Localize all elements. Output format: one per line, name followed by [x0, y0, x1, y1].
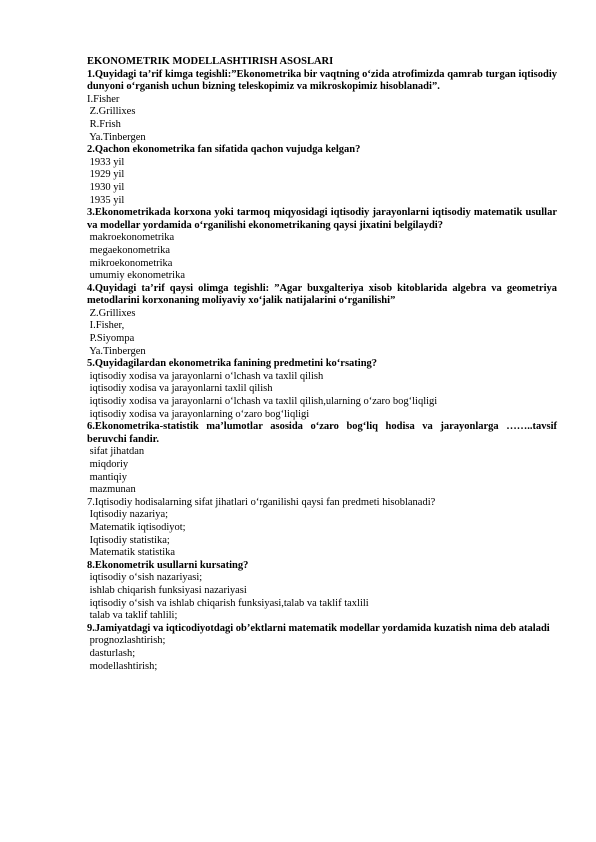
answer-option: iqtisodiy o‘sish va ishlab chiqarish funksiyasi,talab va taklif taxlili — [87, 597, 369, 609]
document-page — [87, 56, 557, 673]
answer-option: umumiy ekonometrika — [87, 270, 185, 282]
answer-option: iqtisodiy xodisa va jarayonlarni o‘lchash va taxlil qilish — [87, 370, 324, 382]
question-block — [87, 497, 557, 560]
question-text: 8.Ekonometrik usullarni kursating? — [87, 559, 249, 571]
answer-option: Matematik iqtisodiyot; — [87, 521, 186, 533]
answer-option: 1929 yil — [87, 169, 125, 181]
answer-option: mazmunan — [87, 484, 136, 496]
question-block — [87, 358, 557, 421]
answer-option: Z.Grillixes — [87, 106, 136, 118]
answer-option: Ya.Tinbergen — [87, 131, 146, 143]
answer-option: mantiqiy — [87, 471, 127, 483]
answer-option: talab va taklif tahlili; — [87, 610, 178, 622]
question-block — [87, 144, 557, 207]
answer-option: iqtisodiy xodisa va jarayonlarni o‘lchash va taxlil qilish,ularning o‘zaro bog‘liqligi — [87, 396, 438, 408]
answer-option: modellashtirish; — [87, 660, 158, 672]
question-block — [87, 207, 557, 283]
question-text: 7.Iqtisodiy hodisalarning sifat jihatlari o‘rganilishi qaysi fan predmeti hisoblanadi? — [87, 496, 436, 508]
document-title: EKONOMETRIK MODELLASHTIRISH ASOSLARI — [87, 56, 334, 67]
answer-option: miqdoriy — [87, 459, 129, 470]
answer-option: P.Siyompa — [87, 333, 135, 345]
question-block — [87, 283, 557, 359]
answer-option: ishlab chiqarish funksiyasi nazariyasi — [87, 584, 247, 596]
question-text: 5.Quyidagilardan ekonometrika fanining predmetini ko‘rsating? — [87, 358, 378, 370]
answer-option: dasturlash; — [87, 647, 136, 659]
question-text: 3.Ekonometrikada korxona yoki tarmoq miqyosidagi iqtisodiy jarayonlarni iqtisodiy matematik usullar va modellar yordamida o‘rganilishi ekonometrikaning qaysi jixatini belgilaydi? — [87, 207, 557, 231]
answer-option: R.Frish — [87, 118, 121, 130]
answer-option: 1933 yil — [87, 156, 125, 168]
question-text: 6.Ekonometrika-statistik ma’lumotlar asosida o‘zaro bog‘liq hodisa va jarayonlarga ……..tavsif beruvchi fandir. — [87, 421, 557, 445]
answer-option: I.Fisher — [87, 93, 120, 105]
question-list — [87, 69, 557, 674]
question-block — [87, 421, 557, 497]
answer-option: Iqtisodiy statistika; — [87, 534, 170, 546]
answer-option: Z.Grillixes — [87, 307, 136, 319]
answer-option: Ya.Tinbergen — [87, 345, 146, 357]
answer-option: I.Fisher, — [87, 320, 125, 332]
answer-option: iqtisodiy o‘sish nazariyasi; — [87, 572, 203, 584]
answer-option: prognozlashtirish; — [87, 635, 166, 647]
question-text: 2.Qachon ekonometrika fan sifatida qachon vujudga kelgan? — [87, 144, 361, 156]
answer-option: iqtisodiy xodisa va jarayonlarni taxlil qilish — [87, 383, 273, 395]
answer-option: Matematik statistika — [87, 547, 176, 559]
question-block — [87, 560, 557, 623]
question-text: 1.Quyidagi ta’rif kimga tegishli:”Ekonometrika bir vaqtning o‘zida atrofimizda qamrab turgan iqtisodiy dunyoni o‘rganish uchun bizning teleskopimiz va mikroskopimiz hisoblanadi”. — [87, 68, 557, 93]
question-text: 9.Jamiyatdagi va iqticodiyotdagi ob’ektlarni matematik modellar yordamida kuzatish nima deb ataladi — [87, 622, 550, 634]
answer-option: iqtisodiy xodisa va jarayonlarning o‘zaro bog‘liqligi — [87, 408, 310, 420]
question-block — [87, 69, 557, 145]
answer-option: 1930 yil — [87, 181, 125, 193]
question-block — [87, 623, 557, 673]
answer-option: mikroekonometrika — [87, 257, 173, 269]
answer-option: megaekonometrika — [87, 244, 171, 256]
answer-option: sifat jihatdan — [87, 446, 145, 458]
answer-option: makroekonometrika — [87, 232, 175, 244]
answer-option: 1935 yil — [87, 194, 125, 206]
question-text: 4.Quyidagi ta’rif qaysi olimga tegishli: ”Agar buxgalteriya xisob kitoblarida algebra va geometriya metodlarini korxonaning moliyaviy xo‘jalik natijalarini o‘rganilishi” — [87, 282, 557, 307]
answer-option: Iqtisodiy nazariya; — [87, 509, 169, 521]
